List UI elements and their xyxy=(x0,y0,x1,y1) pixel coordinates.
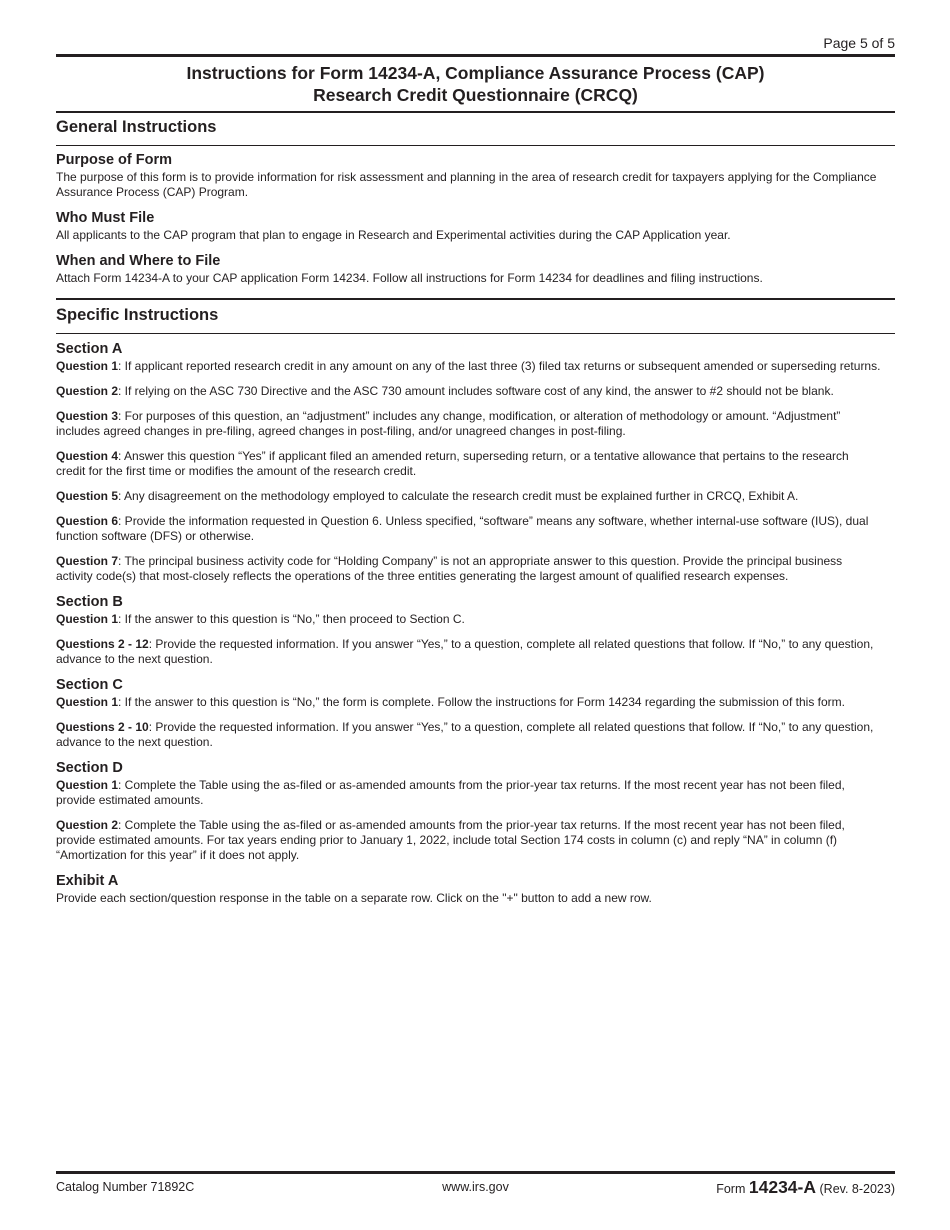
catalog-number: Catalog Number 71892C xyxy=(56,1180,195,1194)
section-a-q6: Question 6: Provide the information requested in Question 6. Unless specified, “software” means any software, whether internal-use software (IUS), dual function software (DFS) or otherwise. xyxy=(56,514,869,543)
general-bottom-rule xyxy=(56,145,895,146)
section-a-q4: Question 4: Answer this question “Yes” if applicant filed an amended return, superseding return, or a tentative allowance that pertains to the research credit for the first time or modifies the amount of the research credit. xyxy=(56,449,849,478)
specific-instructions-heading: Specific Instructions xyxy=(56,306,219,324)
exhibit-a-text: Provide each section/question response in the table on a separate row. Click on the "+" button to add a new row. xyxy=(56,891,652,905)
section-d-heading: Section D xyxy=(56,760,123,776)
section-a-q3: Question 3: For purposes of this question, an “adjustment” includes any change, modification, or alteration of methodology or amount. “Adjustment” includes agreed changes in pre-filing, agreed changes in post-filing, and/or unagreed changes in post-filing. xyxy=(56,409,841,438)
section-d-q1: Question 1: Complete the Table using the as-filed or as-amended amounts from the prior-year tax returns. If the most recent year has not been filed, provide estimated amounts. xyxy=(56,778,845,807)
top-rule xyxy=(56,54,895,57)
who-must-file-text: All applicants to the CAP program that plan to engage in Research and Experimental activities during the CAP Application year. xyxy=(56,228,731,242)
document-title xyxy=(56,62,895,106)
website: www.irs.gov xyxy=(442,1180,509,1194)
general-instructions-heading: General Instructions xyxy=(56,118,217,136)
revision: (Rev. 8-2023) xyxy=(819,1182,895,1196)
general-instructions-body xyxy=(56,152,881,286)
section-c-heading: Section C xyxy=(56,677,123,693)
specific-top-rule xyxy=(56,298,895,300)
form-number: 14234-A xyxy=(748,1177,817,1197)
who-must-file-heading: Who Must File xyxy=(56,210,155,226)
general-top-rule xyxy=(56,111,895,113)
title-line-2: Research Credit Questionnaire (CRCQ) xyxy=(313,85,638,105)
section-a-q2: Question 2: If relying on the ASC 730 Directive and the ASC 730 amount includes software cost of any kind, the answer to #2 should not be blank. xyxy=(56,384,834,398)
footer-rule xyxy=(56,1171,895,1174)
specific-bottom-rule xyxy=(56,333,895,334)
specific-instructions-body xyxy=(56,341,881,906)
section-a-q5: Question 5: Any disagreement on the methodology employed to calculate the research credit must be explained further in CRCQ, Exhibit A. xyxy=(56,489,799,503)
section-a-heading: Section A xyxy=(56,341,123,357)
section-c-q1: Question 1: If the answer to this question is “No,” the form is complete. Follow the instructions for Form 14234 regarding the submission of this form. xyxy=(56,695,845,709)
exhibit-a-heading: Exhibit A xyxy=(56,873,119,889)
form-identifier: Form 14234-A (Rev. 8-2023) xyxy=(716,1177,895,1197)
document-page xyxy=(56,0,895,1230)
section-b-heading: Section B xyxy=(56,594,123,610)
section-d-q2: Question 2: Complete the Table using the as-filed or as-amended amounts from the prior-year tax returns. If the most recent year has not been filed, provide estimated amounts. For tax years ending prior to January 1, 2022, include total Section 174 costs in column (c) and reply “NA” in column (f) “Amortization for this year” if it does not apply. xyxy=(56,818,845,862)
section-b-q1: Question 1: If the answer to this question is “No,” then proceed to Section C. xyxy=(56,612,465,626)
when-where-text: Attach Form 14234-A to your CAP application Form 14234. Follow all instructions for Form 14234 for deadlines and filing instructions. xyxy=(56,271,763,285)
section-a-q7: Question 7: The principal business activity code for “Holding Company” is not an appropriate answer to this question. Provide the principal business activity code(s) that most-closely reflects the operations of the three entities generating the largest amount of qualified research expenses. xyxy=(56,554,843,583)
page-number: Page 5 of 5 xyxy=(823,35,895,51)
purpose-text: The purpose of this form is to provide information for risk assessment and planning in the area of research credit for taxpayers applying for the Compliance Assurance Process (CAP) Program. xyxy=(56,170,877,199)
section-a-q1: Question 1: If applicant reported research credit in any amount on any of the last three (3) filed tax returns or subsequent amended or superseding returns. xyxy=(56,359,881,373)
section-b-q2-12: Questions 2 - 12: Provide the requested information. If you answer “Yes,” to a question, complete all related questions that follow. If “No,” to any question, advance to the next question. xyxy=(56,637,874,666)
when-where-heading: When and Where to File xyxy=(56,253,221,269)
section-c-q2-10: Questions 2 - 10: Provide the requested information. If you answer “Yes,” to a question, complete all related questions that follow. If “No,” to any question, advance to the next question. xyxy=(56,720,874,749)
title-line-1: Instructions for Form 14234-A, Compliance Assurance Process (CAP) xyxy=(186,63,765,83)
purpose-heading: Purpose of Form xyxy=(56,152,173,168)
